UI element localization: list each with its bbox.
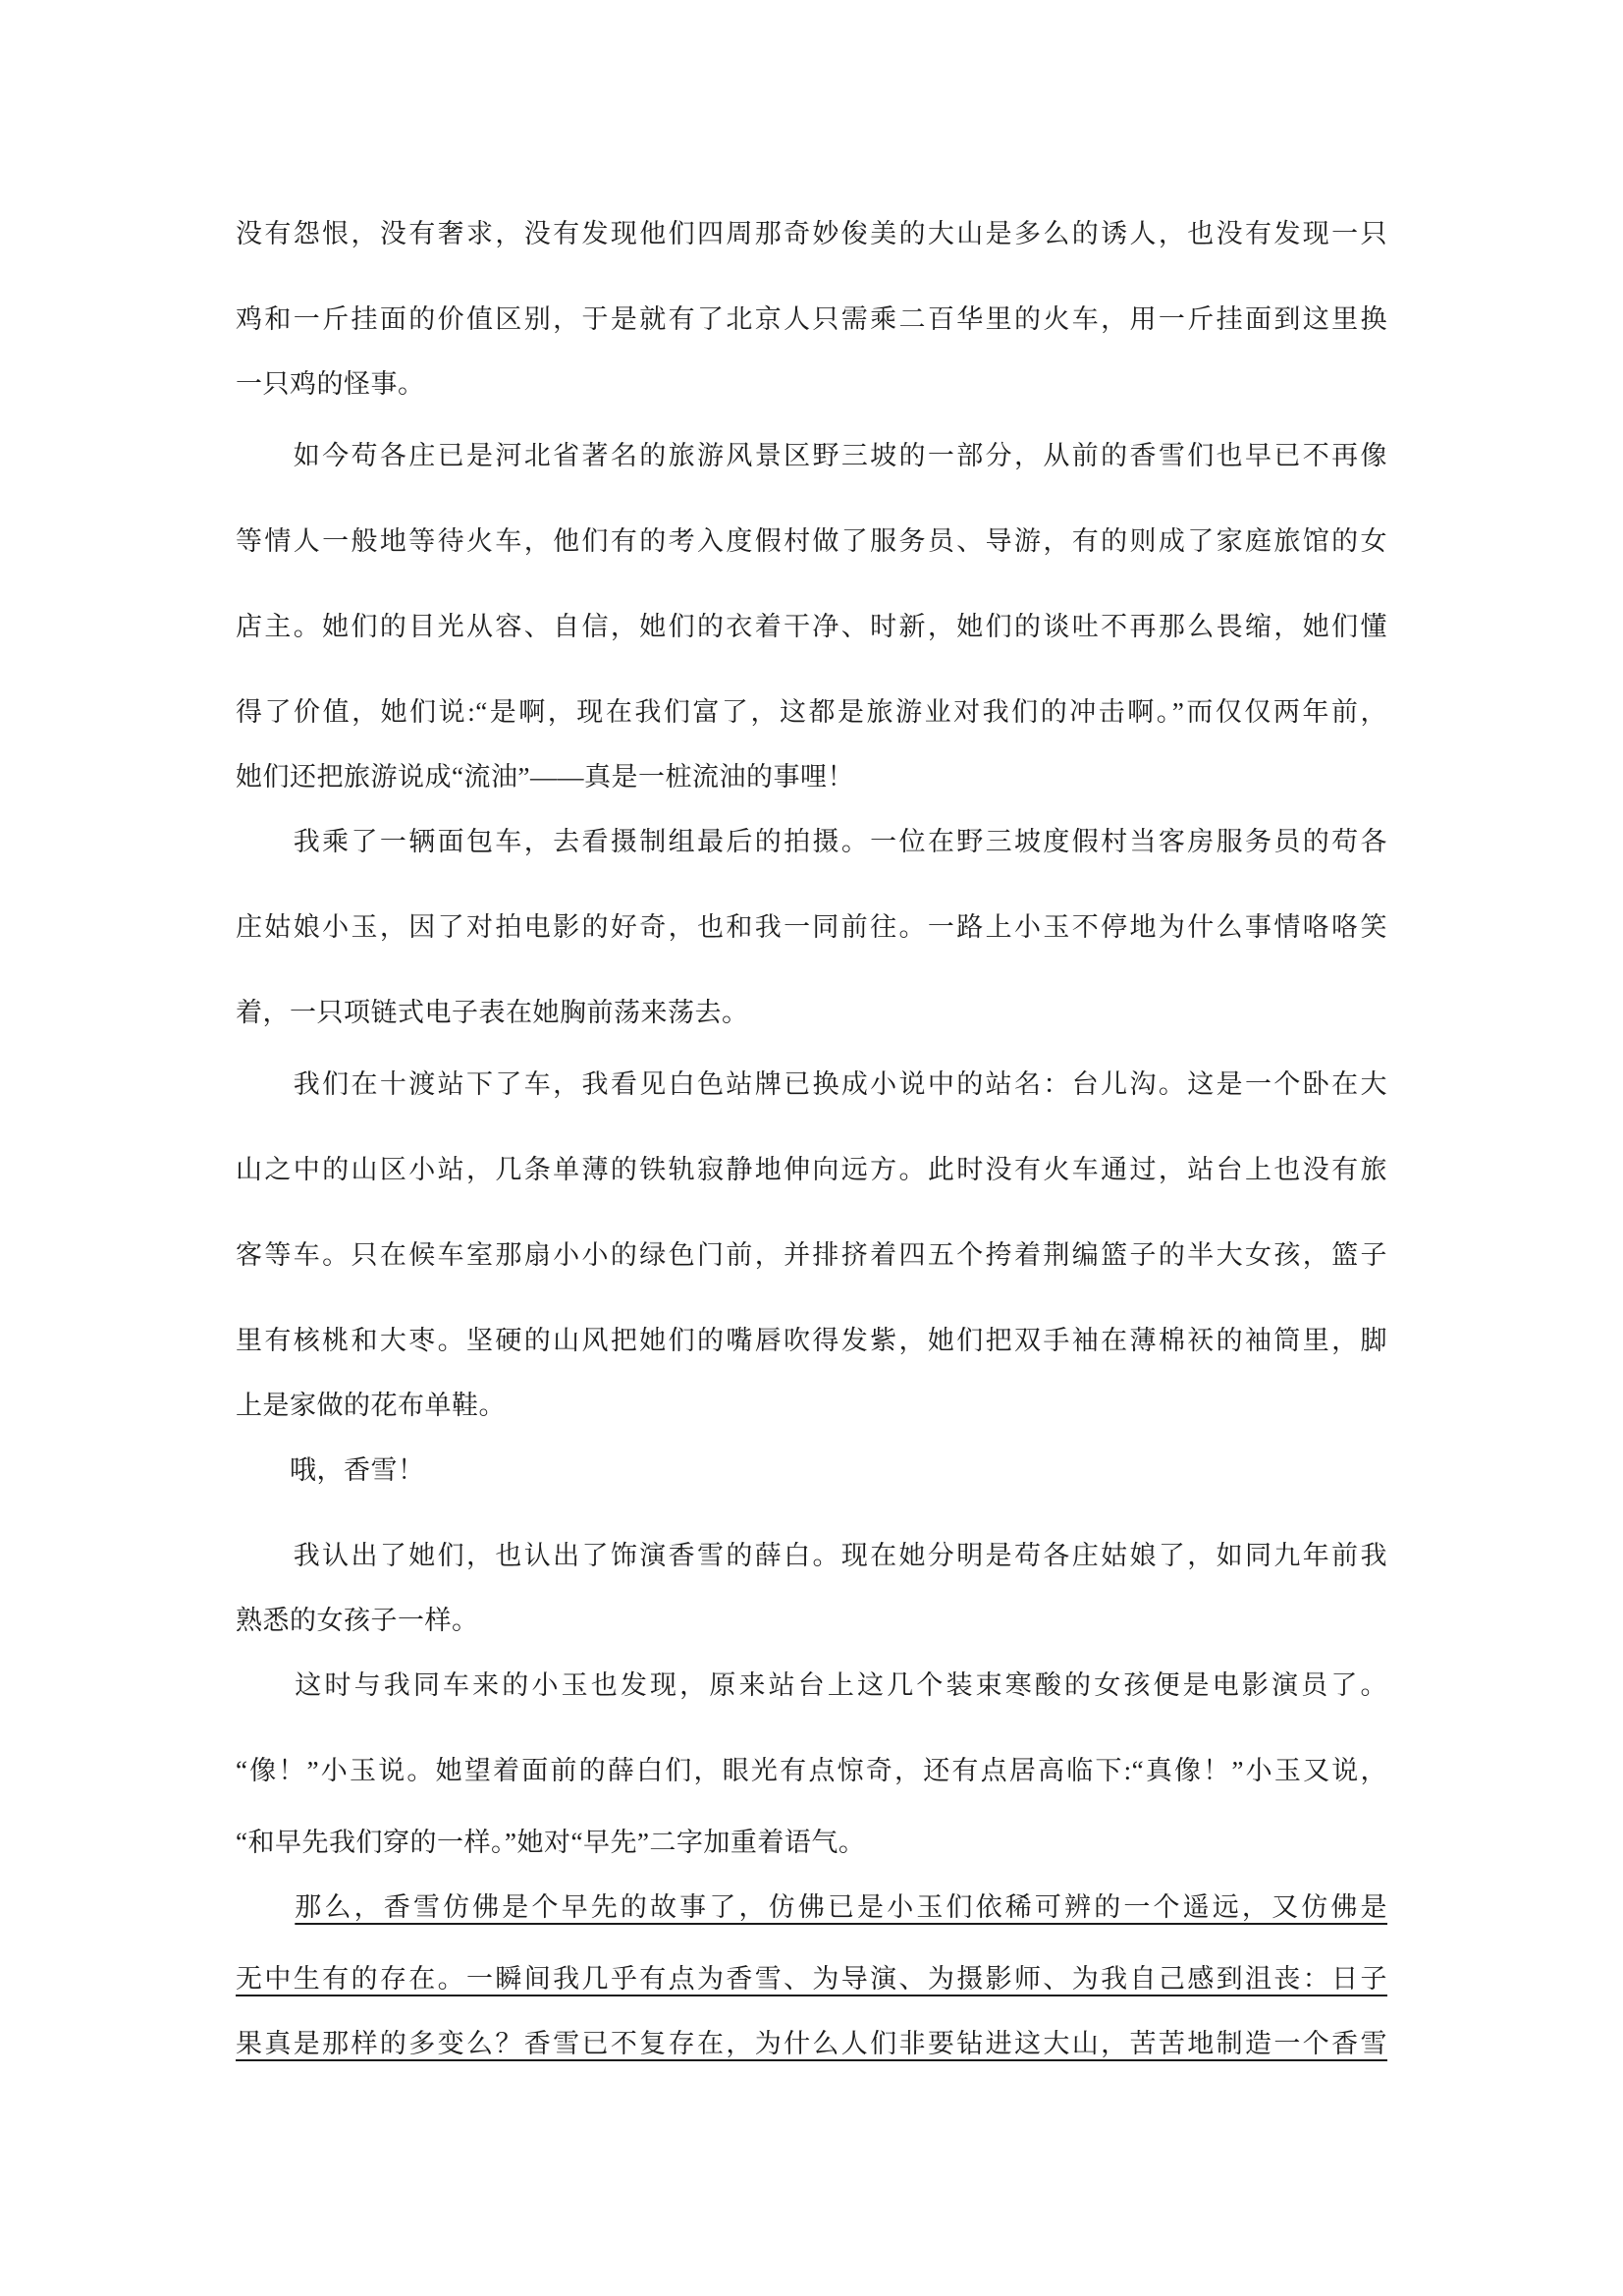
line-text: 她们还把旅游说成“流油”——真是一桩流油的事哩！ — [236, 762, 854, 792]
line-text: 我乘了一辆面包车，去看摄制组最后的拍摄。一位在野三坡度假村当客房服务员的苟各 — [293, 827, 1388, 856]
line-text: 等情人一般地等待火车，他们有的考入度假村做了服务员、导游，有的则成了家庭旅馆的女 — [236, 526, 1387, 556]
text-line — [236, 1537, 1387, 1574]
text-line — [236, 994, 1387, 1031]
text-line — [236, 1602, 1387, 1639]
text-line — [236, 1752, 1387, 1789]
text-line — [236, 1451, 1387, 1489]
line-text: 里有核桃和大枣。坚硬的山风把她们的嘴唇吹得发紫，她们把双手袖在薄棉祆的袖筒里，脚 — [236, 1326, 1387, 1355]
line-text: 得了价值，她们说:“是啊，现在我们富了，这都是旅游业对我们的冲击啊。”而仅仅两年前， — [236, 697, 1387, 727]
text-line — [236, 1387, 1387, 1424]
text-line — [236, 365, 1387, 403]
text-line — [236, 301, 1387, 338]
text-line — [236, 1824, 1387, 1861]
text-line — [236, 1151, 1387, 1188]
text-line — [236, 2025, 1387, 2062]
paragraph-indent — [236, 1069, 294, 1099]
paragraph-indent — [236, 1541, 294, 1570]
underlined-text: 那么，香雪仿佛是个早先的故事了，仿佛已是小玉们依稀可辨的一个遥远，又仿佛是 — [295, 1892, 1388, 1922]
line-text: 没有怨恨，没有奢求，没有发现他们四周那奇妙俊美的大山是多么的诱人，也没有发现一只 — [236, 219, 1387, 248]
paragraph-indent — [236, 1455, 290, 1485]
text-line — [236, 1667, 1387, 1704]
line-text: 哦，香雪！ — [290, 1455, 425, 1485]
text-line — [236, 693, 1387, 731]
text-line — [236, 758, 1387, 795]
text-line — [236, 608, 1387, 645]
line-text: “和早先我们穿的一样。”她对“早先”二字加重着语气。 — [236, 1828, 866, 1857]
underlined-text: 果真是那样的多变么？香雪已不复存在，为什么人们非要钻进这大山，苦苦地制造一个香雪 — [236, 2029, 1387, 2058]
line-text: 我认出了她们，也认出了饰演香雪的薛白。现在她分明是苟各庄姑娘了，如同九年前我 — [293, 1541, 1388, 1570]
text-line — [236, 1960, 1387, 1997]
line-text: 熟悉的女孩子一样。 — [236, 1606, 479, 1635]
text-line — [236, 437, 1387, 474]
line-text: 着，一只项链式电子表在她胸前荡来荡去。 — [236, 998, 749, 1027]
line-text: 店主。她们的目光从容、自信，她们的衣着干净、时新，她们的谈吐不再那么畏缩，她们懂 — [236, 612, 1387, 641]
paragraph-indent — [236, 1670, 295, 1700]
text-line — [236, 1322, 1387, 1359]
underlined-text: 无中生有的存在。一瞬间我几乎有点为香雪、为导演、为摄影师、为我自己感到沮丧：日子 — [236, 1964, 1387, 1994]
line-text: 如今苟各庄已是河北省著名的旅游风景区野三坡的一部分，从前的香雪们也早已不再像 — [293, 441, 1388, 470]
text-line — [236, 823, 1387, 860]
line-text: 一只鸡的怪事。 — [236, 369, 425, 399]
text-line — [236, 215, 1387, 252]
line-text: 这时与我同车来的小玉也发现，原来站台上这几个装束寒酸的女孩便是电影演员了。 — [295, 1670, 1388, 1700]
line-text: 山之中的山区小站，几条单薄的铁轨寂静地伸向远方。此时没有火车通过，站台上也没有旅 — [236, 1155, 1387, 1184]
text-line — [236, 1888, 1387, 1926]
text-line — [236, 908, 1387, 946]
text-line — [236, 1236, 1387, 1274]
line-text: “像！”小玉说。她望着面前的薛白们，眼光有点惊奇，还有点居高临下:“真像！”小玉又说， — [236, 1756, 1387, 1785]
text-line — [236, 522, 1387, 560]
line-text: 庄姑娘小玉，因了对拍电影的好奇，也和我一同前往。一路上小玉不停地为什么事情咯咯笑 — [236, 912, 1387, 942]
text-line — [236, 1066, 1387, 1103]
line-text: 鸡和一斤挂面的价值区别，于是就有了北京人只需乘二百华里的火车，用一斤挂面到这里换 — [236, 304, 1387, 334]
paragraph-indent — [236, 827, 294, 856]
paragraph-indent — [236, 441, 294, 470]
line-text: 上是家做的花布单鞋。 — [236, 1391, 506, 1420]
paragraph-indent — [236, 1892, 295, 1922]
text-column — [236, 215, 1387, 2062]
line-text: 我们在十渡站下了车，我看见白色站牌已换成小说中的站名：台儿沟。这是一个卧在大 — [293, 1069, 1388, 1099]
line-text: 客等车。只在候车室那扇小小的绿色门前，并排挤着四五个挎着荆编篮子的半大女孩，篮子 — [236, 1240, 1387, 1270]
